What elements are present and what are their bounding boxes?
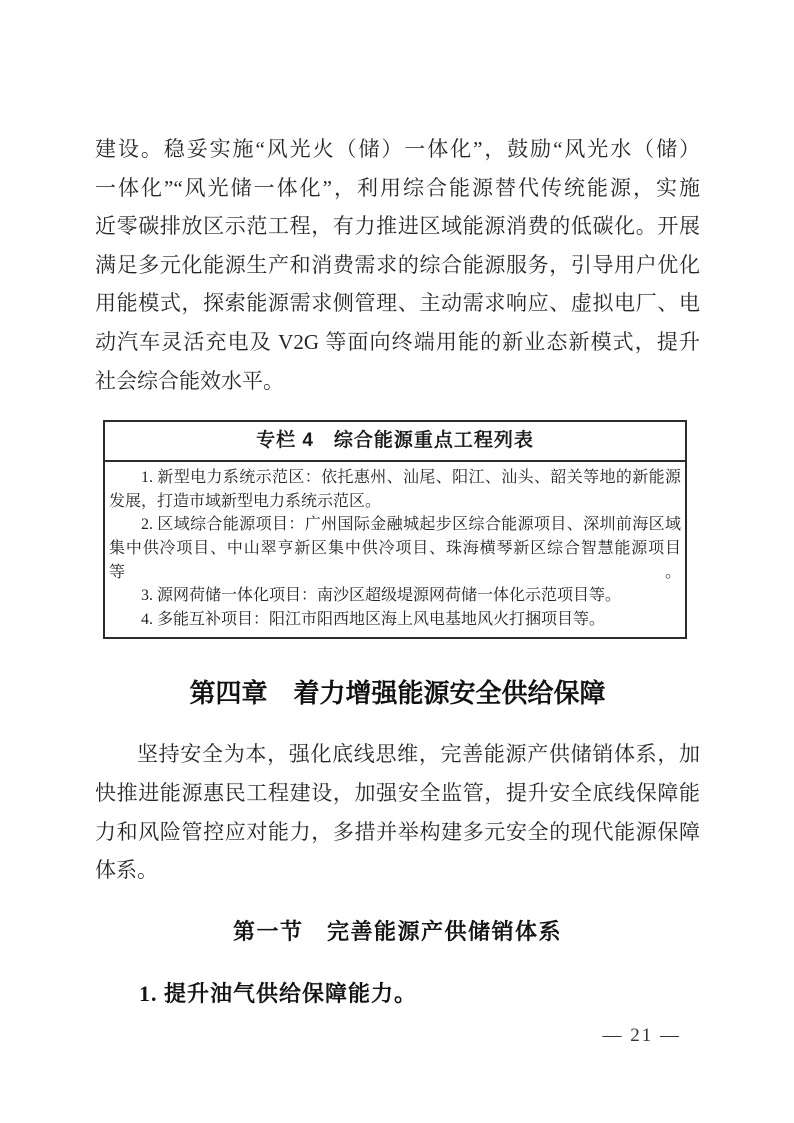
paragraph-line: 快推进能源惠民工程建设，加强安全监管，提升安全底线保障能 xyxy=(95,780,700,805)
paragraph-line: 动汽车灵活充电及 V2G 等面向终端用能的新业态新模式，提升 xyxy=(95,329,700,354)
column-box xyxy=(103,420,687,639)
box-line: 2. 区域综合能源项目：广州国际金融城起步区综合能源项目、深圳前海区域 xyxy=(141,516,681,534)
paragraph-line: 力和风险管控应对能力，多措并举构建多元安全的现代能源保障 xyxy=(95,819,700,844)
paragraph-line: 一体化”“风光储一体化”，利用综合能源替代传统能源，实施 xyxy=(95,175,700,200)
chapter-paragraph xyxy=(95,735,700,889)
paragraph-line: 建设。稳妥实施“风光火（储）一体化”，鼓励“风光水（储） xyxy=(95,137,700,161)
column-box-body xyxy=(105,462,685,637)
paragraph-line: 用能模式，探索能源需求侧管理、主动需求响应、虚拟电厂、电 xyxy=(95,291,700,316)
paragraph-line: 坚持安全为本，强化底线思维，完善能源产供储销体系，加 xyxy=(137,742,700,767)
box-line: 发展，打造市域新型电力系统示范区。 xyxy=(109,492,382,510)
paragraph-line: 社会综合能效水平。 xyxy=(95,368,284,393)
chapter-heading: 第四章 着力增强能源安全供给保障 xyxy=(189,679,606,709)
box-line: 1. 新型电力系统示范区：依托惠州、汕尾、阳江、汕头、韶关等地的新能源 xyxy=(141,469,681,487)
paragraph-line: 近零碳排放区示范工程，有力推进区域能源消费的低碳化。开展 xyxy=(95,214,700,239)
page-number: — 21 — xyxy=(602,1024,681,1046)
box-line: 3. 源网荷储一体化项目：南沙区超级堤源网荷储一体化示范项目等。 xyxy=(141,587,622,605)
paragraph-line: 体系。 xyxy=(95,858,158,883)
paragraph-line: 满足多元化能源生产和消费需求的综合能源服务，引导用户优化 xyxy=(95,252,700,277)
intro-paragraph xyxy=(95,130,700,400)
box-line: 4. 多能互补项目：阳江市阳西地区海上风电基地风火打捆项目等。 xyxy=(141,610,606,628)
item-heading: 1. 提升油气供给保障能力。 xyxy=(139,980,418,1006)
section-heading: 第一节 完善能源产供储销体系 xyxy=(232,918,562,944)
column-box-title: 专栏 4 综合能源重点工程列表 xyxy=(105,422,685,462)
page-content xyxy=(95,0,700,1048)
box-line: 集中供冷项目、中山翠亨新区集中供冷项目、珠海横琴新区综合智慧能源项目等。 xyxy=(109,539,681,581)
